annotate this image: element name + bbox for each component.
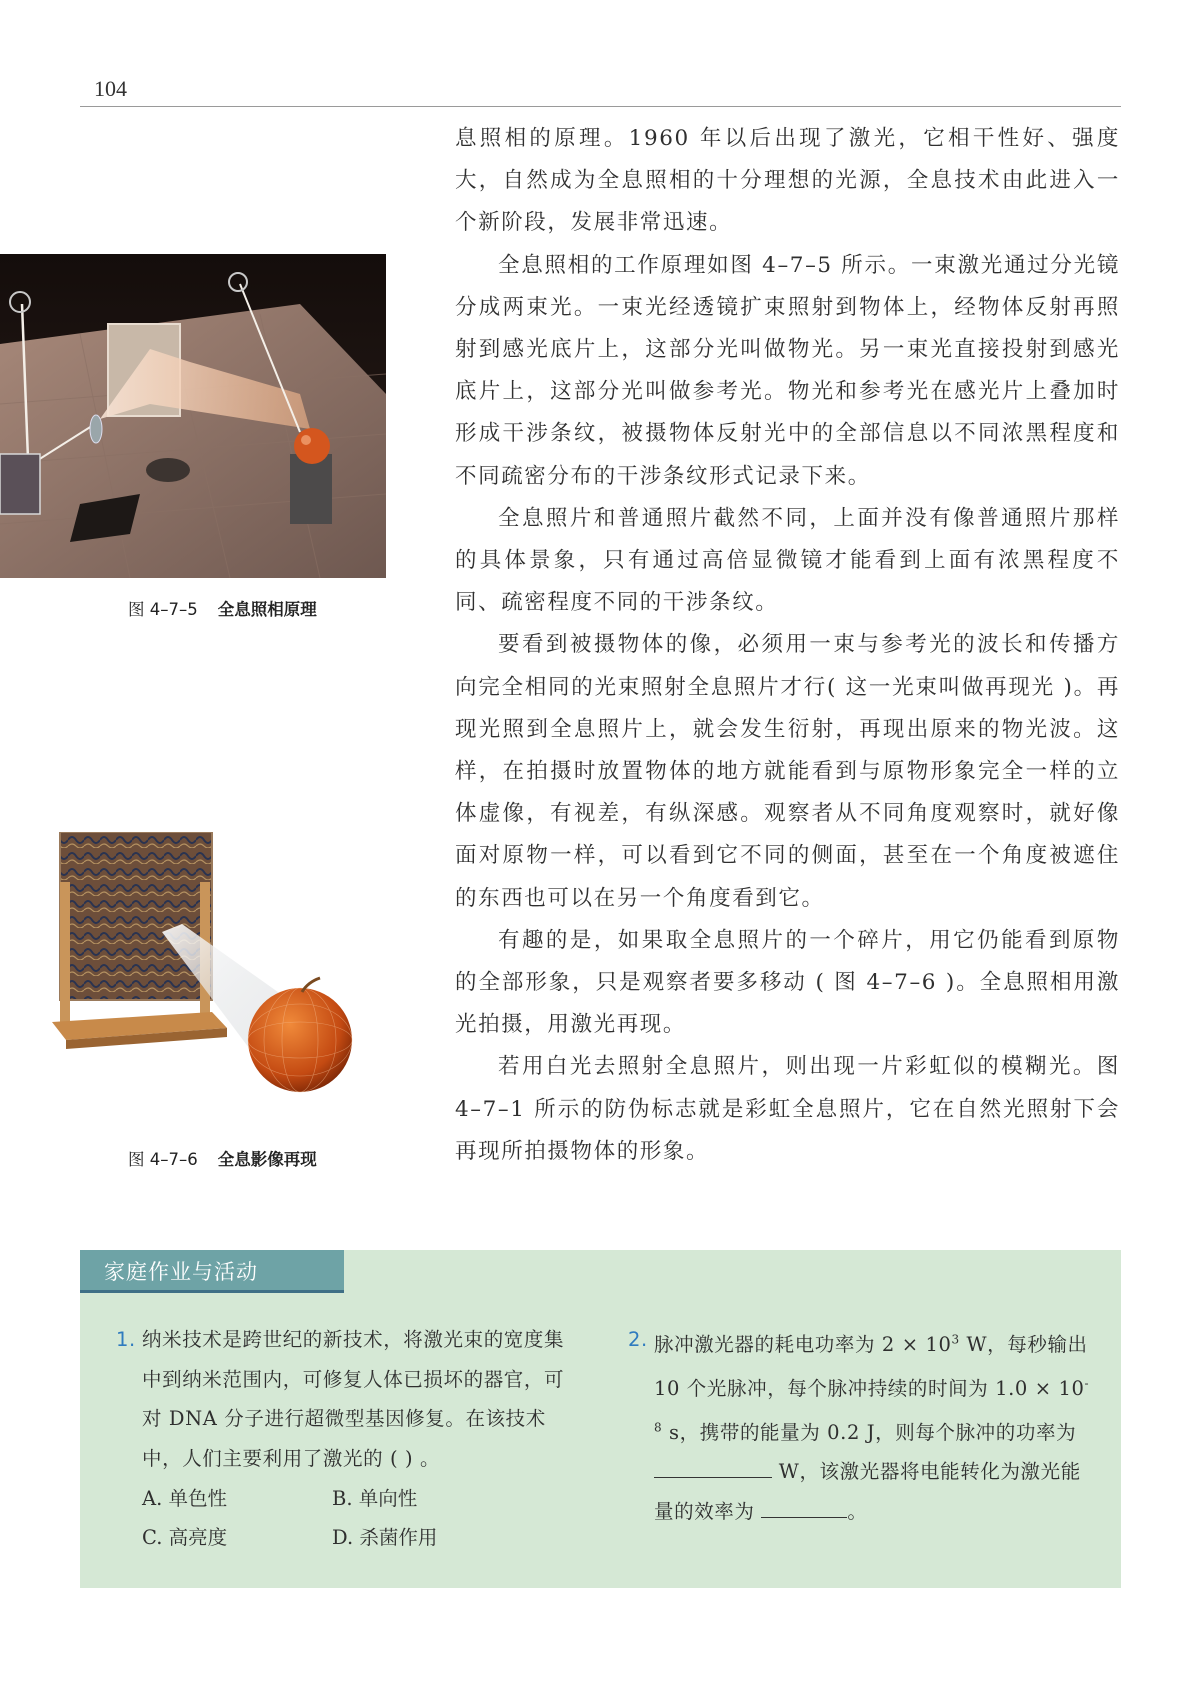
text-run: 。 xyxy=(847,1499,868,1523)
answer-blank[interactable] xyxy=(761,1495,847,1518)
page-number: 104 xyxy=(94,76,127,101)
question-text xyxy=(654,1333,1089,1523)
figure-title: 全息影像再现 xyxy=(217,1150,317,1169)
figure-number: 图 4–7–5 xyxy=(128,600,198,619)
homework-tab-underline xyxy=(80,1290,344,1293)
figure-caption xyxy=(128,1146,317,1170)
exponent: -8 xyxy=(654,1376,1090,1434)
question-text: 纳米技术是跨世纪的新技术，将激光束的宽度集中到纳米范围内，可修复人体已损坏的器官，可对 DNA 分子进行超微型基因修复。在该技术中，人们主要利用了激光的 ( ) 。 xyxy=(142,1328,565,1470)
homework-title: 家庭作业与活动 xyxy=(104,1260,258,1284)
option-a: A. 单色性 xyxy=(142,1487,227,1510)
figure-number: 图 4–7–6 xyxy=(128,1150,198,1169)
paragraph: 全息照片和普通照片截然不同，上面并没有像普通照片那样的具体景象，只有通过高倍显微镜才能看到上面有浓黑程度不同、疏密程度不同的干涉条纹。 xyxy=(455,505,1120,616)
figure-title: 全息照相原理 xyxy=(217,600,317,619)
paragraph: 要看到被摄物体的像，必须用一束与参考光的波长和传播方向完全相同的光束照射全息照片才行( 这一光束叫做再现光 )。再现光照到全息照片上，就会发生衍射，再现出原来的物光波。这样，在拍摄时放置物体的地方就能看到与原物形象完全一样的立体虚像，有视差，有纵深感。观察者从不同角度观察时，就好像面对原物一样，可以看到它不同的侧面，甚至在一个角度被遮住的东西也可以在另一个角度看到它。 xyxy=(455,632,1121,911)
text-run: 脉冲激光器的耗电功率为 2 × 10 xyxy=(654,1332,952,1356)
header-rule xyxy=(80,106,1121,107)
text-run: W，每秒输出 10 个光脉冲，每个脉冲持续的时间为 1.0 × 10 xyxy=(654,1332,1088,1400)
option-c: C. 高亮度 xyxy=(142,1526,228,1549)
text-run: s，携带的能量为 0.2 J，则每个脉冲的功率为 xyxy=(662,1420,1077,1444)
paragraph: 有趣的是，如果取全息照片的一个碎片，用它仍能看到原物的全部形象，只是观察者要多移动 ( 图 4–7–6 )。全息照相用激光拍摄，用激光再现。 xyxy=(455,927,1120,1038)
paragraph: 息照相的原理。1960 年以后出现了激光，它相干性好、强度大，自然成为全息照相的十分理想的光源，全息技术由此进入一个新阶段，发展非常迅速。 xyxy=(455,126,1120,236)
hologram-reconstruction-image xyxy=(52,832,388,1132)
question-number: 2. xyxy=(628,1328,648,1351)
question-1 xyxy=(116,1320,582,1478)
paragraph: 全息照相的工作原理如图 4–7–5 所示。一束激光通过分光镜分成两束光。一束光经透镜扩束照射到物体上，经物体反射再照射到感光底片上，这部分光叫做物光。另一束光直接投射到感光底片上，这部分光叫做参考光。物光和参考光在感光片上叠加时形成干涉条纹，被摄物体反射光中的全部信息以不同浓黑程度和不同疏密分布的干涉条纹形式记录下来。 xyxy=(455,252,1120,489)
paragraph: 若用白光去照射全息照片，则出现一片彩虹似的模糊光。图 4–7–1 所示的防伪标志就是彩虹全息照片，它在自然光照射下会再现所拍摄物体的形象。 xyxy=(455,1054,1120,1164)
holography-setup-photo xyxy=(0,254,386,578)
exponent: 3 xyxy=(951,1332,960,1346)
body-text xyxy=(455,118,1120,1173)
figure-caption xyxy=(128,596,317,620)
option-d: D. 杀菌作用 xyxy=(332,1526,438,1549)
option-b: B. 单向性 xyxy=(332,1487,418,1510)
text-run: W，该激光器将电能转化为激光能量的效率为 xyxy=(654,1460,1081,1523)
question-2 xyxy=(628,1320,1094,1531)
question-number: 1. xyxy=(116,1328,136,1351)
answer-blank[interactable] xyxy=(654,1455,772,1478)
